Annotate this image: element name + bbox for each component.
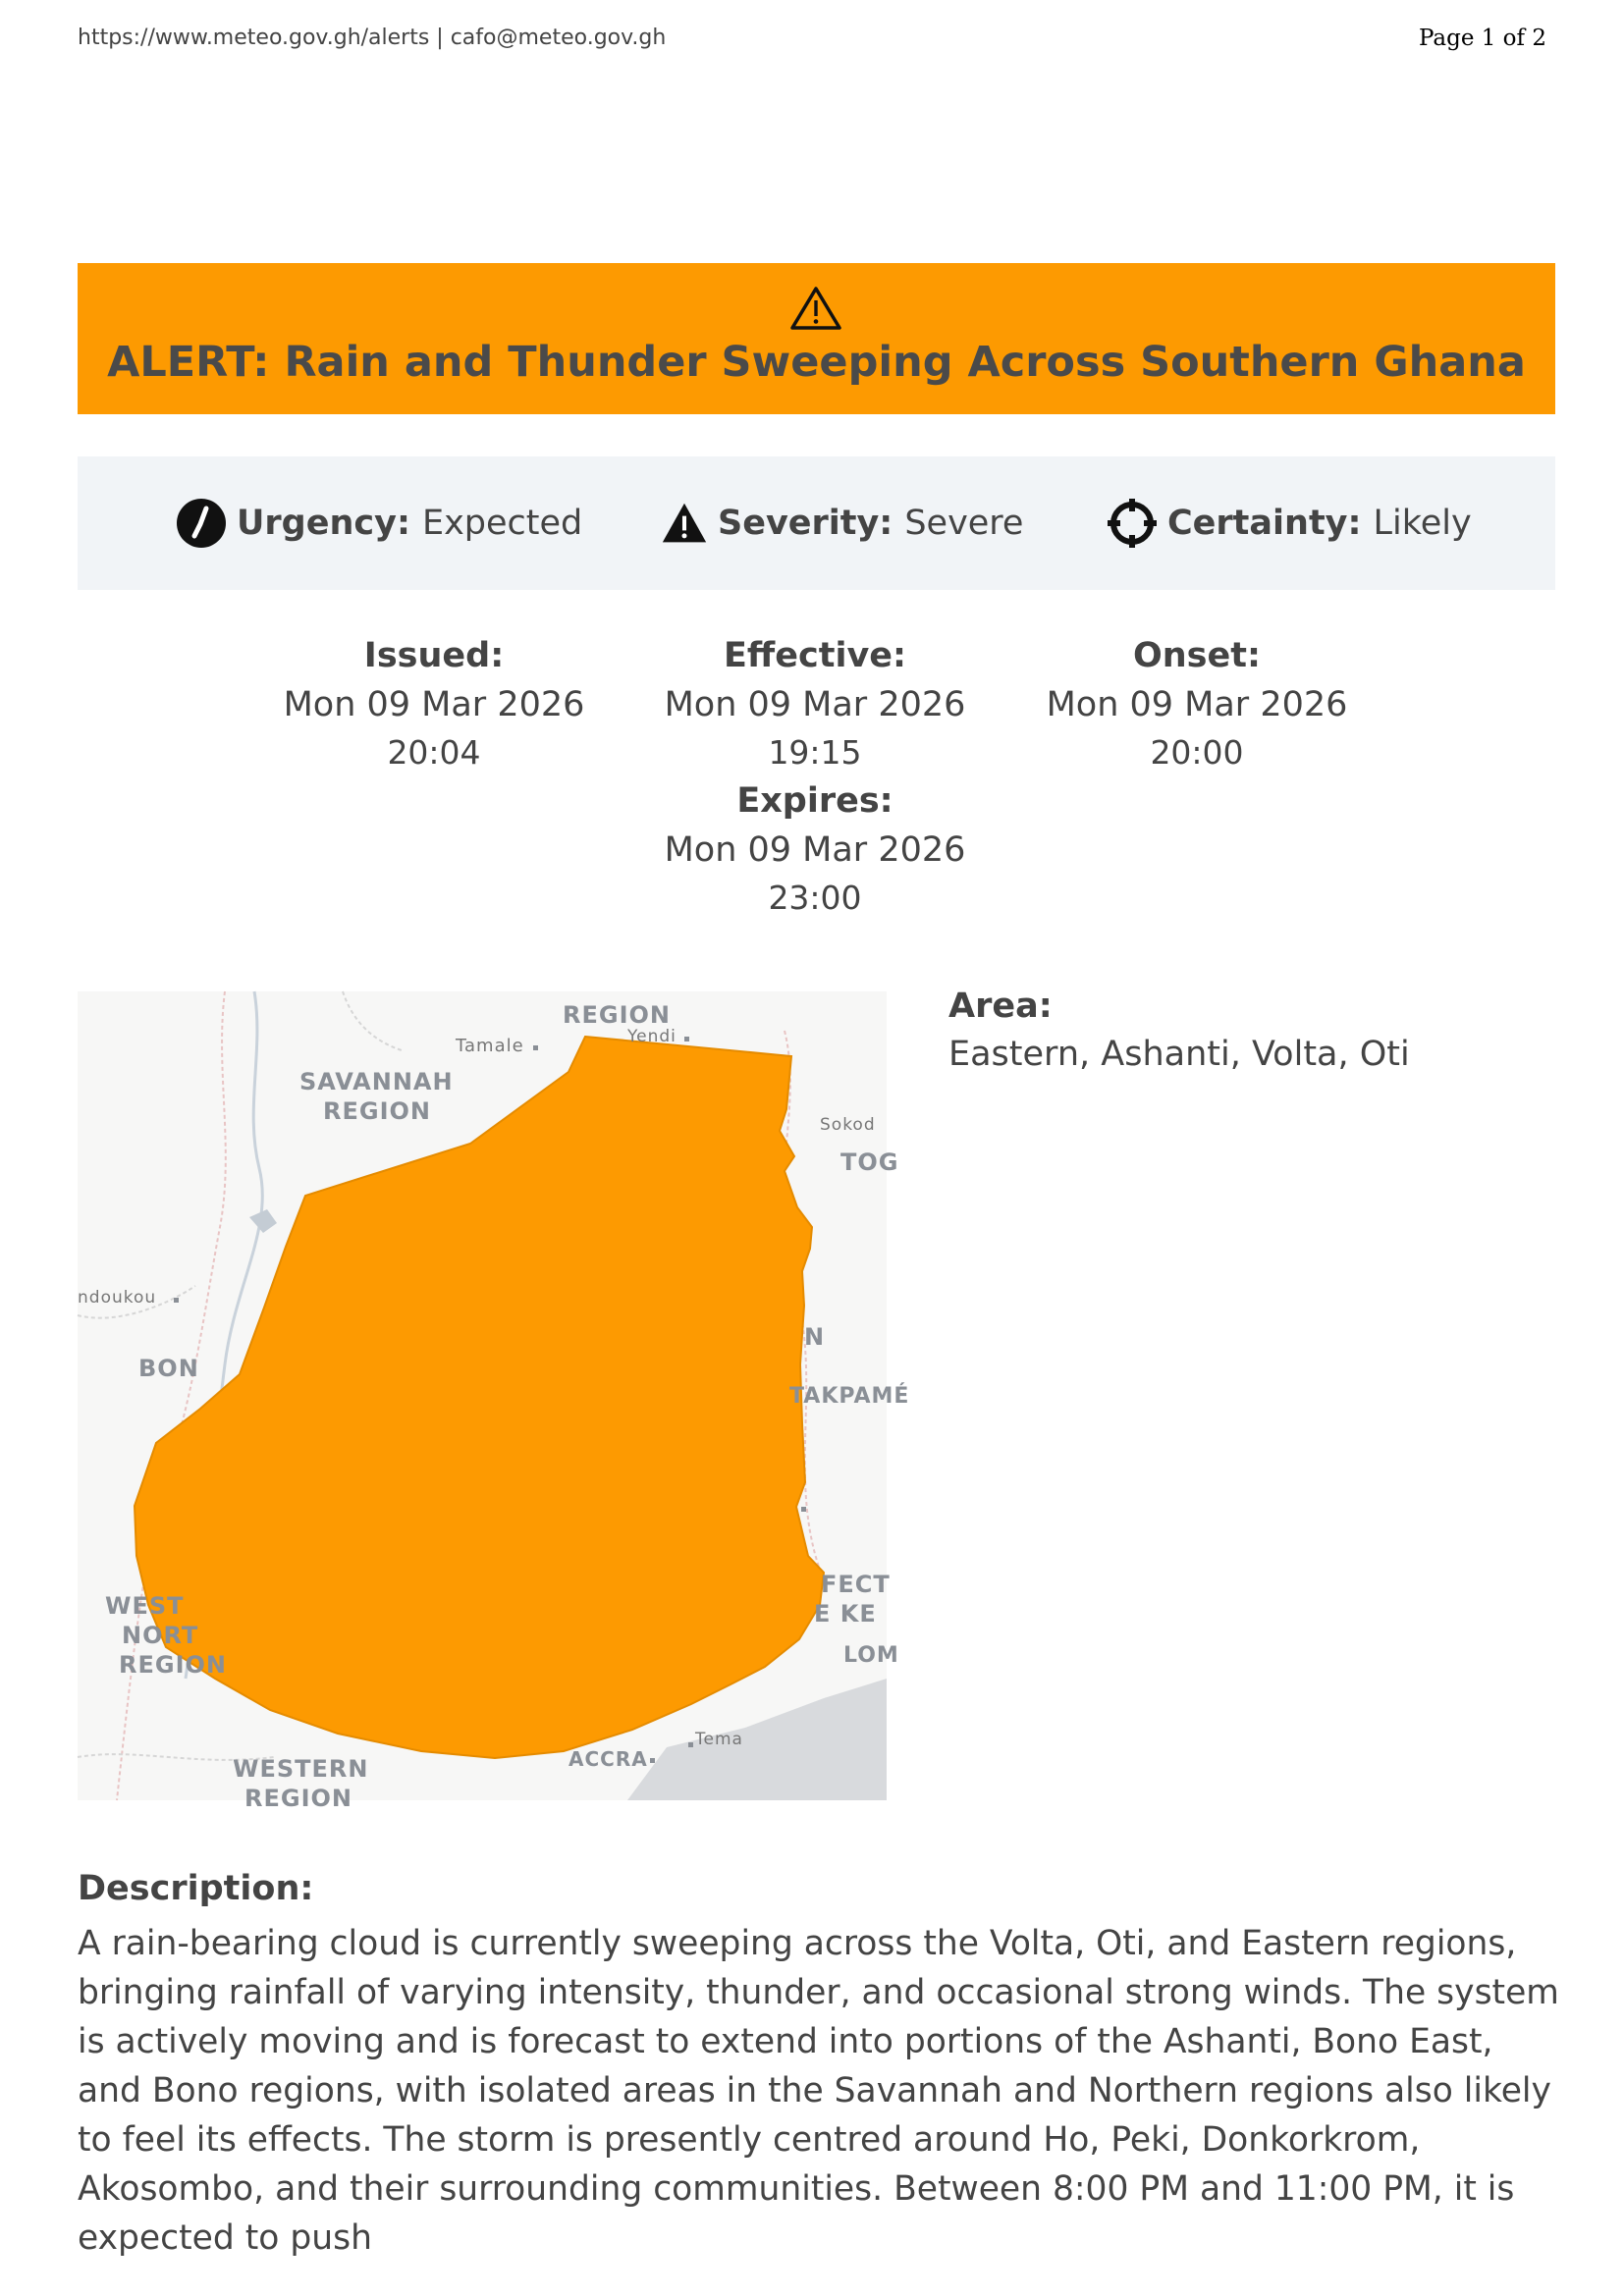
map-label-tamale: Tamale xyxy=(456,1036,524,1056)
effective-date: Mon 09 Mar 2026 xyxy=(664,685,966,724)
expires-block xyxy=(648,776,982,922)
map-label-lome: LOM xyxy=(843,1643,899,1668)
alert-area-polygon xyxy=(135,1037,824,1758)
map-label-n: N xyxy=(804,1323,826,1351)
map-label-togo: TOG xyxy=(840,1148,899,1176)
description-label: Description: xyxy=(78,1869,314,1908)
map-label-savannah-region: REGION xyxy=(323,1097,431,1125)
onset-label: Onset: xyxy=(1133,636,1261,675)
urgency-property xyxy=(176,456,582,590)
map-label-atakpame: TAKPAMÉ xyxy=(789,1384,910,1409)
map-label-northern-region: REGION xyxy=(563,1001,671,1029)
expires-date: Mon 09 Mar 2026 xyxy=(664,830,966,870)
onset-time: 20:00 xyxy=(1150,733,1244,772)
map-label-north: NORT xyxy=(122,1622,199,1649)
issued-date: Mon 09 Mar 2026 xyxy=(283,685,585,724)
map-label-accra: ACCRA xyxy=(568,1747,648,1771)
issued-label: Issued: xyxy=(363,636,505,675)
map-label-tema: Tema xyxy=(695,1730,743,1749)
map-label-west-region: REGION xyxy=(119,1651,227,1679)
certainty-value: Likely xyxy=(1373,504,1472,543)
map-label-west: WEST xyxy=(105,1592,185,1620)
alert-title: ALERT: Rain and Thunder Sweeping Across Southern Ghana xyxy=(107,338,1526,387)
header-url[interactable]: https://www.meteo.gov.gh/alerts | cafo@meteo.gov.gh xyxy=(78,26,667,50)
expires-time: 23:00 xyxy=(768,879,862,917)
alert-banner xyxy=(78,263,1555,414)
warning-triangle-icon xyxy=(789,285,842,332)
map-label-ke: E KE xyxy=(814,1600,877,1628)
description-text: A rain-bearing cloud is currently sweeping across the Volta, Oti, and Eastern regions, bringing rainfall of varying intensity, thunder, and occasional strong winds. The system is actively moving and is forecast to extend into portions of the Ashanti, Bono East, and Bono regions, with isolated areas in the Savannah and Northern regions also likely to feel its effects. The storm is presently centred around Ho, Peki, Donkorkrom, Akosombo, and their surrounding communities. Between 8:00 PM and 11:00 PM, it is expected to push xyxy=(78,1924,1559,2258)
clock-icon xyxy=(176,498,227,549)
severity-value: Severe xyxy=(904,504,1024,543)
map-label-western: WESTERN xyxy=(233,1755,369,1783)
expires-label: Expires: xyxy=(736,781,893,821)
certainty-label: Certainty: xyxy=(1167,504,1362,543)
crosshair-icon xyxy=(1107,498,1158,549)
area-value: Eastern, Ashanti, Volta, Oti xyxy=(948,1035,1410,1074)
map-label-bondoukou: ndoukou xyxy=(78,1288,157,1308)
map-label-western-region: REGION xyxy=(244,1785,352,1812)
map-label-bono: BON xyxy=(138,1355,199,1382)
warning-filled-icon xyxy=(661,500,708,547)
issued-time: 20:04 xyxy=(387,733,481,772)
effective-block xyxy=(648,631,982,776)
urgency-label: Urgency: xyxy=(237,504,410,543)
map-label-yendi: Yendi xyxy=(627,1027,677,1046)
certainty-property xyxy=(1107,456,1472,590)
map-label-savannah: SAVANNAH xyxy=(299,1068,454,1095)
map-base xyxy=(78,991,887,1800)
urgency-value: Expected xyxy=(421,504,583,543)
severity-label: Severity: xyxy=(718,504,893,543)
onset-date: Mon 09 Mar 2026 xyxy=(1046,685,1348,724)
effective-time: 19:15 xyxy=(768,733,862,772)
map-label-effect: FECT xyxy=(821,1571,891,1598)
severity-property xyxy=(661,456,1023,590)
area-label: Area: xyxy=(948,987,1053,1026)
alert-area-map[interactable] xyxy=(78,991,910,1812)
map-label-sokode: Sokod xyxy=(820,1115,876,1135)
page-number: Page 1 of 2 xyxy=(1418,26,1546,51)
onset-block xyxy=(1030,631,1364,776)
effective-label: Effective: xyxy=(723,636,907,675)
alert-properties xyxy=(78,456,1555,590)
issued-block xyxy=(267,631,601,776)
